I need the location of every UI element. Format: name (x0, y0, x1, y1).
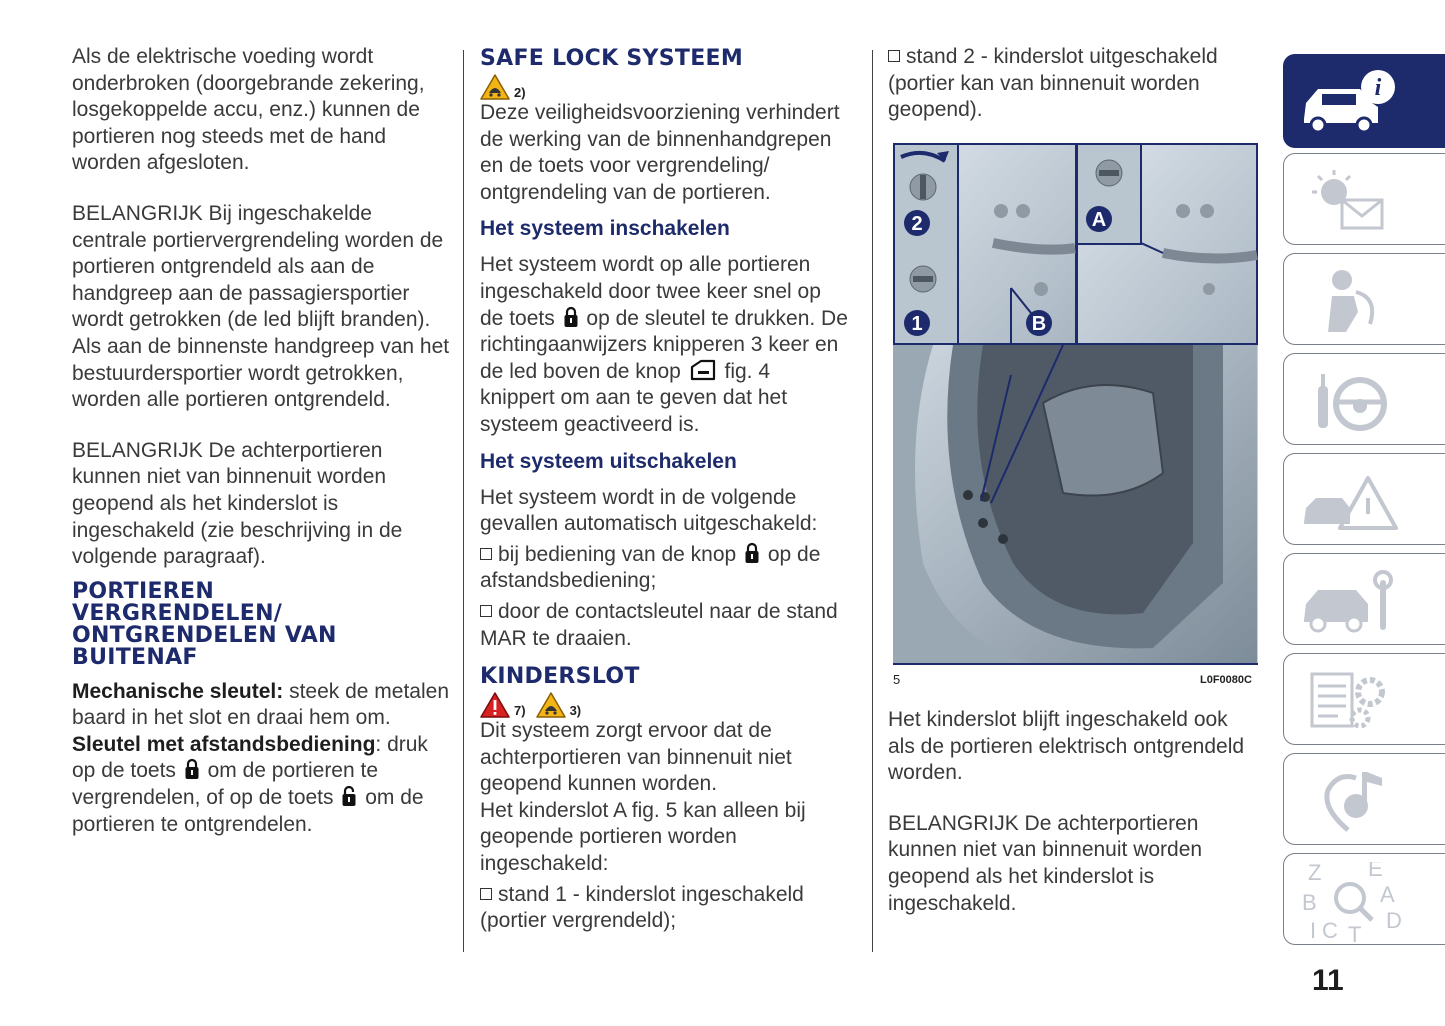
warning-ref-row (480, 688, 850, 718)
paragraph: Dit systeem zorgt ervoor dat de achterportieren van binnenuit niet geopend kunnen worden. (480, 719, 792, 796)
lock-icon (744, 542, 760, 564)
text: om de portieren te vergrendelen, of op de toets (72, 759, 379, 810)
index-letter: I (1310, 918, 1317, 942)
bullet-item (888, 44, 1260, 124)
lock-icon (563, 306, 579, 328)
text: stand 1 - kinderslot ingeschakeld (portier vergrendeld); (480, 882, 804, 933)
paragraph: BELANGRIJK De achterportieren kunnen niet van binnenuit worden geopend als het kinderslot is ingeschakeld. (888, 811, 1203, 915)
tab-emergency[interactable] (1283, 453, 1445, 545)
paragraph: BELANGRIJK De achterportieren kunnen niet van binnenuit worden geopend als het kinderslot is ingeschakeld (zie beschrijving in de volgende paragraaf). (72, 438, 403, 569)
bullet-item (480, 542, 850, 595)
section-heading: KINDERSLOT (480, 664, 640, 690)
caution-icon (480, 74, 510, 100)
figure-code: L0F0080C (1200, 674, 1252, 686)
column-1 (72, 44, 450, 838)
label: Mechanische sleutel: (72, 679, 284, 703)
text: steek de metalen baard in het slot en draai hem om. (72, 679, 450, 730)
column-2 (480, 44, 850, 935)
callout-1: 1 (911, 313, 923, 335)
column-3 (888, 44, 1260, 124)
bullet-box (480, 605, 492, 617)
figure-child-lock (893, 143, 1258, 665)
paragraph: Het systeem wordt in de volgende gevallen automatisch uitgeschakeld: (480, 485, 818, 536)
paragraph: Als de elektrische voeding wordt onderbroken (doorgebrande zekering, losgekoppelde accu, enz.) kunnen de portieren nog steeds met de hand worden afgesloten. (72, 45, 425, 175)
svg-text:i: i (1374, 75, 1382, 101)
text: bij bediening van de knop (498, 542, 743, 566)
callout-2: 2 (911, 213, 923, 235)
paragraph (480, 252, 850, 438)
paragraph: Het kinderslot A fig. 5 kan alleen bij geopende portieren worden ingeschakeld: (480, 798, 806, 876)
safety-icon (1298, 262, 1408, 338)
steering-wheel-icon (1298, 362, 1408, 438)
column-3-lower (888, 707, 1260, 917)
tab-car-info[interactable] (1283, 54, 1445, 148)
tab-warning-lights[interactable] (1283, 153, 1445, 245)
callout-A: A (1091, 209, 1107, 231)
bullet-box (480, 888, 492, 900)
text: door de contactsleutel naar de stand MAR te draaien. (480, 599, 838, 650)
index-icon (1298, 862, 1418, 942)
label: Sleutel met afstandsbediening (72, 732, 376, 756)
paragraph-mechanical-key (72, 679, 450, 732)
index-letter: A (1380, 882, 1395, 907)
text: fig. 4 knippert om aan te geven dat het systeem geactiveerd is. (480, 359, 788, 436)
door-lock-button-icon (689, 359, 717, 381)
bullet-item (480, 599, 850, 652)
section-heading: SAFE LOCK SYSTEEM (480, 46, 744, 71)
ref-number: 3) (569, 703, 582, 719)
technical-data-icon (1298, 662, 1408, 738)
page-number: 11 (1312, 964, 1344, 997)
paragraph-remote-key (72, 732, 450, 838)
text: om de portieren te ontgrendelen. (72, 786, 424, 836)
figure-number: 5 (893, 672, 901, 687)
tab-technical-data[interactable] (1283, 653, 1445, 745)
warning-ref-row (480, 70, 850, 100)
index-letter: E (1368, 862, 1383, 881)
paragraph: Deze veiligheidsvoorziening verhindert de werking van de binnenhandgrepen en de toets voor vergrendeling/ ontgrendeling van de portieren. (480, 101, 840, 204)
callout-B: B (1031, 313, 1047, 335)
paragraph: BELANGRIJK Bij ingeschakelde centrale portiervergrendeling worden de portieren ontgrendeld als aan de handgreep aan de passagiersportier wordt getrokken (de led blijft branden). Als aan de binnenste handgreep van het bestuurdersportier wordt getrokken, worden alle portieren ontgrendeld. (72, 201, 450, 412)
danger-icon (480, 692, 510, 718)
column-divider (463, 50, 464, 952)
index-letter: D (1386, 908, 1402, 933)
bullet-box (480, 548, 492, 560)
car-info-icon (1298, 63, 1408, 143)
maintenance-icon (1298, 562, 1408, 638)
text: op de sleutel te drukken. De richtingaanwijzers knipperen 3 keer en de led boven de knop (480, 306, 848, 383)
index-letter: Z (1308, 862, 1322, 885)
text: Het systeem wordt op alle portieren ingeschakeld door twee keer snel op de toets (480, 253, 821, 330)
text: : druk op de toets (72, 732, 428, 783)
tab-safety[interactable] (1283, 253, 1445, 345)
tab-multimedia[interactable] (1283, 753, 1445, 845)
bullet-box (888, 50, 900, 62)
lock-icon (184, 758, 200, 780)
bullet-item (480, 882, 850, 935)
column-divider (872, 50, 873, 952)
paragraph: Het kinderslot blijft ingeschakeld ook als de portieren elektrisch ontgrendeld worden. (888, 708, 1245, 785)
index-letter: T (1348, 922, 1362, 942)
caution-icon (536, 692, 566, 718)
tab-maintenance[interactable] (1283, 553, 1445, 645)
tab-index[interactable] (1283, 853, 1445, 945)
text: stand 2 - kinderslot uitgeschakeld (portier kan van binnenuit worden geopend). (888, 45, 1218, 122)
ref-number: 2) (514, 85, 526, 100)
text: op de afstandsbediening; (480, 542, 821, 593)
multimedia-icon (1298, 762, 1408, 838)
sub-heading: Het systeem inschakelen (480, 217, 730, 241)
unlock-icon (341, 785, 357, 807)
index-letter: C (1322, 918, 1338, 942)
tab-starting-driving[interactable] (1283, 353, 1445, 445)
section-heading: PORTIEREN VERGRENDELEN/ ONTGRENDELEN VAN BUITENAF (72, 578, 337, 670)
emergency-icon (1298, 462, 1408, 538)
warning-lights-icon (1298, 162, 1408, 238)
ref-number: 7) (514, 703, 526, 719)
sub-heading: Het systeem uitschakelen (480, 449, 737, 473)
index-letter: B (1302, 890, 1317, 915)
